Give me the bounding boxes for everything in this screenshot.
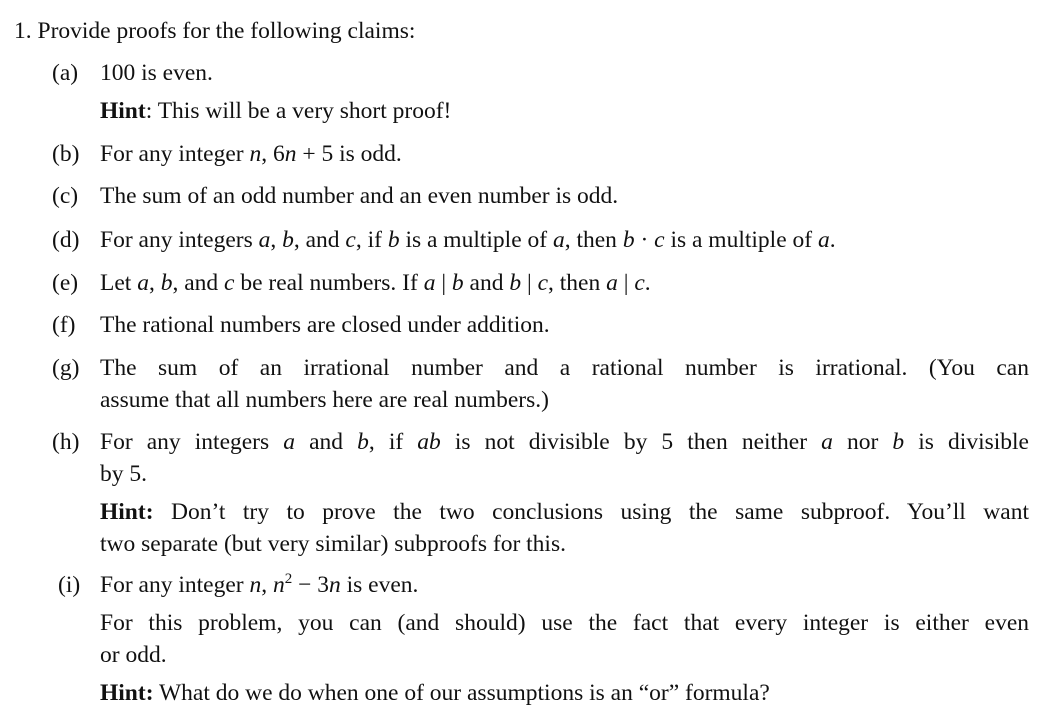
claim-f-label: (f) bbox=[52, 312, 76, 338]
claim-g-line-2: assume that all numbers here are real numbers.) bbox=[100, 387, 549, 413]
text-run: and bbox=[463, 270, 510, 296]
math-var: b bbox=[622, 227, 635, 253]
claim-a-hint bbox=[100, 98, 451, 125]
text-run: | bbox=[521, 270, 538, 296]
math-var: a bbox=[821, 429, 833, 455]
math-var: a bbox=[258, 227, 271, 253]
math-var: a bbox=[552, 227, 565, 253]
text-run: is even. bbox=[340, 572, 419, 598]
claim-h-line-1 bbox=[100, 429, 1029, 456]
math-var: a bbox=[606, 270, 618, 296]
hint-text: : This will be a very short proof! bbox=[145, 98, 452, 124]
claim-i-para-line-1: For this problem, you can (and should) use the fact that every integer is either even bbox=[100, 610, 1029, 636]
math-var: b bbox=[387, 227, 400, 253]
math-exponent: 2 bbox=[284, 571, 293, 587]
claim-e-label: (e) bbox=[52, 270, 79, 296]
text-run: | bbox=[435, 270, 452, 296]
claim-g-line-1: The sum of an irrational number and a rational number is irrational. (You can bbox=[100, 355, 1029, 381]
text-run: , bbox=[261, 572, 273, 598]
claim-e-text bbox=[100, 270, 651, 297]
claim-c-label: (c) bbox=[52, 183, 79, 209]
claim-i-label: (i) bbox=[58, 572, 81, 598]
claim-d-label: (d) bbox=[52, 227, 80, 253]
hint-text: Don’t try to prove the two conclusions using the same subproof. You’ll want bbox=[153, 499, 1029, 525]
math-var: c bbox=[654, 227, 665, 253]
claim-g-label: (g) bbox=[52, 355, 80, 381]
text-run: , 6 bbox=[261, 141, 285, 167]
math-var: c bbox=[634, 270, 645, 296]
hint-text: What do we do when one of our assumptions is an “or” formula? bbox=[153, 680, 770, 706]
claim-h-hint-line-1 bbox=[100, 499, 1029, 526]
problem-number: 1. bbox=[14, 18, 32, 44]
claim-b-label: (b) bbox=[52, 141, 80, 167]
text-run: | bbox=[617, 270, 635, 296]
text-run: , if bbox=[368, 429, 418, 455]
text-run: nor bbox=[832, 429, 893, 455]
text-run: For any integer bbox=[100, 141, 250, 167]
claim-f-text: The rational numbers are closed under addition. bbox=[100, 312, 550, 338]
text-run: . bbox=[644, 270, 651, 296]
text-run: Let bbox=[100, 270, 138, 296]
claim-i-text bbox=[100, 572, 418, 599]
hint-label: Hint bbox=[100, 98, 146, 124]
math-var: b bbox=[357, 429, 369, 455]
text-run: For any integer bbox=[100, 572, 250, 598]
claim-a-label: (a) bbox=[52, 60, 79, 86]
text-run: For any integers bbox=[100, 429, 284, 455]
math-var: n bbox=[328, 572, 341, 598]
math-var: ab bbox=[417, 429, 441, 455]
text-run: , then bbox=[564, 227, 623, 253]
math-var: n bbox=[249, 141, 262, 167]
text-run: and bbox=[295, 429, 358, 455]
text-run: , if bbox=[355, 227, 388, 253]
math-var: a bbox=[817, 227, 830, 253]
text-run: , then bbox=[548, 270, 607, 296]
math-var: b bbox=[160, 270, 173, 296]
claim-i-para-line-2: or odd. bbox=[100, 642, 167, 668]
math-var: b bbox=[509, 270, 522, 296]
text-run: , and bbox=[293, 227, 346, 253]
math-var: a bbox=[423, 270, 436, 296]
text-run: , bbox=[270, 227, 283, 253]
claim-b-text bbox=[100, 141, 402, 168]
problem-heading bbox=[14, 18, 415, 45]
hint-label: Hint: bbox=[100, 680, 154, 706]
math-var: c bbox=[224, 270, 235, 296]
math-var: b bbox=[892, 429, 905, 455]
claim-d-text bbox=[100, 227, 836, 254]
text-run: be real numbers. If bbox=[234, 270, 424, 296]
text-run: is not divisible by 5 then neither bbox=[440, 429, 822, 455]
text-run: is divisible bbox=[904, 429, 1029, 455]
problem-prompt: Provide proofs for the following claims: bbox=[37, 18, 416, 44]
hint-label: Hint: bbox=[100, 499, 154, 525]
math-var: c bbox=[345, 227, 356, 253]
math-var: b bbox=[282, 227, 294, 253]
claim-i-hint bbox=[100, 680, 770, 707]
math-var: n bbox=[249, 572, 262, 598]
text-run: is a multiple of bbox=[664, 227, 818, 253]
math-var: a bbox=[137, 270, 149, 296]
math-var: n bbox=[272, 572, 285, 598]
text-run: + 5 is odd. bbox=[296, 141, 402, 167]
math-var: c bbox=[537, 270, 548, 296]
claim-h-label: (h) bbox=[52, 429, 80, 455]
text-run: · bbox=[634, 227, 655, 253]
math-var: n bbox=[284, 141, 297, 167]
claim-h-hint-line-2: two separate (but very similar) subproofs for this. bbox=[100, 531, 566, 557]
text-run: − 3 bbox=[292, 572, 329, 598]
text-run: , bbox=[148, 270, 161, 296]
text-run: is a multiple of bbox=[399, 227, 553, 253]
claim-a-text: 100 is even. bbox=[100, 60, 213, 86]
text-run: For any integers bbox=[100, 227, 259, 253]
math-var: a bbox=[283, 429, 295, 455]
text-run: . bbox=[829, 227, 836, 253]
claim-c-text: The sum of an odd number and an even number is odd. bbox=[100, 183, 619, 209]
math-var: b bbox=[451, 270, 464, 296]
text-run: , and bbox=[172, 270, 225, 296]
claim-h-line-2: by 5. bbox=[100, 461, 147, 487]
